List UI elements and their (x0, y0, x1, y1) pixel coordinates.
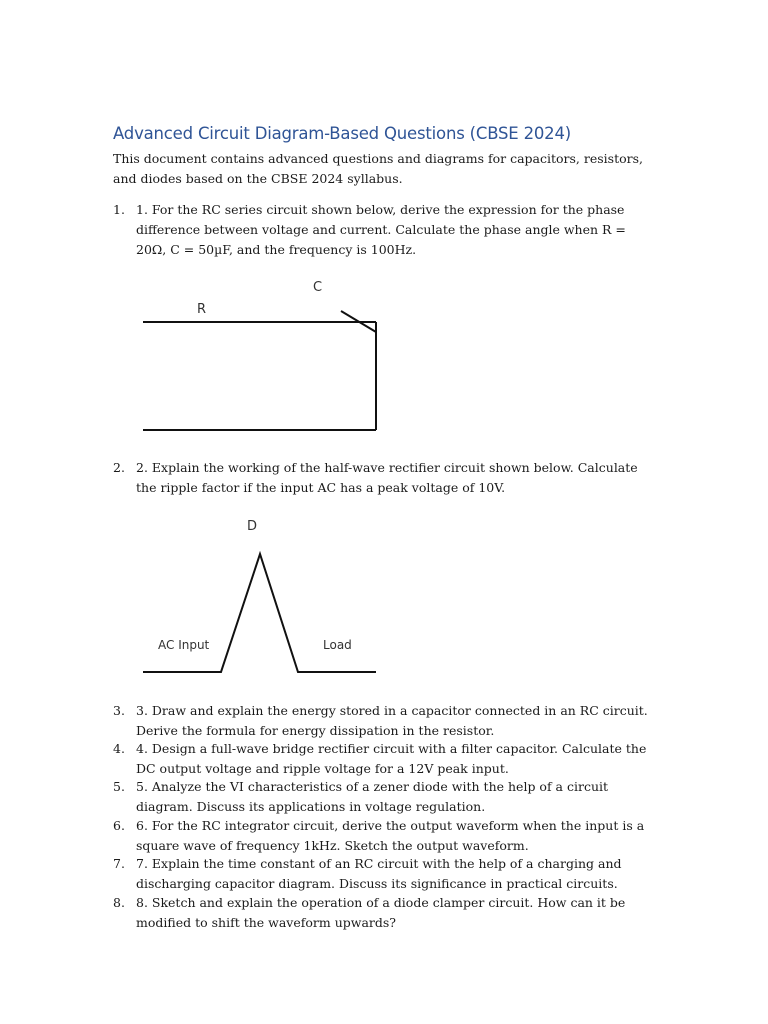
resistor-label: R (197, 302, 207, 317)
capacitor-label: C (313, 280, 323, 295)
question-number: 2. (113, 460, 125, 475)
ac-input-label: AC Input (158, 638, 210, 652)
question-text: 5. Analyze the VI characteristics of a zener diode with the help of a circuit diagram. Discuss its applications in voltage regulation. (136, 779, 609, 814)
diode-label: D (247, 519, 258, 534)
question-text: 1. For the RC series circuit shown below, derive the expression for the phase difference between voltage and current. Calculate the phase angle when R = 20Ω, C = 50µF, and the frequency is 100Hz. (136, 202, 626, 257)
question-number: 1. (113, 202, 125, 217)
question-text: 6. For the RC integrator circuit, derive the output waveform when the input is a square wave of frequency 1kHz. Sketch the output waveform. (136, 818, 645, 853)
document-intro: This document contains advanced questions and diagrams for capacitors, resistors, and diodes based on the CBSE 2024 syllabus. (113, 151, 643, 186)
question-6 (113, 816, 658, 856)
question-number: 7. (113, 856, 125, 871)
rectifier-diagram (140, 510, 395, 690)
question-text: 4. Design a full-wave bridge rectifier circuit with a filter capacitor. Calculate the DC output voltage and ripple voltage for a 12V peak input. (136, 741, 647, 776)
document-title: Advanced Circuit Diagram-Based Questions (CBSE 2024) (113, 124, 572, 143)
question-text: 3. Draw and explain the energy stored in a capacitor connected in an RC circuit. Derive the formula for energy dissipation in the resistor. (136, 703, 648, 738)
question-5 (113, 777, 658, 817)
question-number: 8. (113, 895, 125, 910)
question-text: 8. Sketch and explain the operation of a diode clamper circuit. How can it be modified to shift the waveform upwards? (136, 895, 626, 930)
rc-circuit-diagram (130, 270, 400, 445)
question-4 (113, 739, 658, 779)
load-label: Load (323, 638, 352, 652)
question-text: 2. Explain the working of the half-wave rectifier circuit shown below. Calculate the ripple factor if the input AC has a peak voltage of 10V. (136, 460, 638, 495)
question-1 (113, 200, 658, 260)
question-number: 6. (113, 818, 125, 833)
question-8 (113, 893, 658, 933)
question-7 (113, 854, 658, 894)
question-number: 5. (113, 779, 125, 794)
question-2 (113, 458, 658, 498)
question-number: 4. (113, 741, 125, 756)
question-3 (113, 701, 658, 741)
question-number: 3. (113, 703, 125, 718)
question-text: 7. Explain the time constant of an RC circuit with the help of a charging and discharging capacitor diagram. Discuss its significance in practical circuits. (136, 856, 622, 891)
